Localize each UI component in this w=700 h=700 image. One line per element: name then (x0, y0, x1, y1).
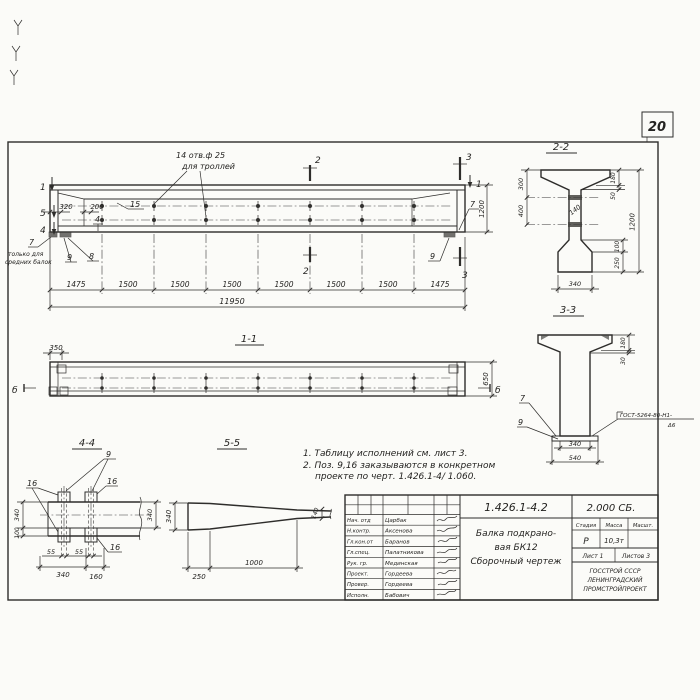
notes (303, 449, 495, 482)
dim-340-s55: 340 (165, 509, 173, 524)
dim-55-a: 55 (46, 548, 56, 556)
cut-mark-2-top: 2 (315, 156, 321, 166)
section-1-1 (12, 334, 501, 398)
dim-1200-section: 1200 (628, 213, 637, 231)
note-line-3: проекте по черт. 1.426.1-4/ 1.060. (315, 472, 477, 482)
callout-9-left: 9 (67, 253, 73, 262)
column-mass: Масса (605, 523, 623, 529)
callout-9-right: 9 (430, 252, 436, 261)
person-name: Бабович (385, 592, 410, 599)
person-role: Исполн. (347, 592, 370, 599)
callout-7-note2: средних балок (5, 259, 52, 266)
person-role: Н.контр. (347, 528, 371, 535)
doc-title-line3: Сборочный чертеж (470, 557, 562, 567)
org-line1: ГОССТРОЙ СССР (589, 568, 641, 575)
doc-code: 2.000 СБ. (586, 503, 636, 514)
sheets-total: Листов 3 (621, 553, 651, 560)
dim-140-web: 140 (567, 203, 583, 217)
stage-value: Р (583, 537, 589, 547)
dim-400: 400 (517, 204, 525, 218)
dim-100: 100 (614, 240, 621, 253)
column-scale: Масшт. (632, 523, 654, 529)
cut-mark-1-right: 1 (476, 180, 482, 190)
note-line-1: 1. Таблицу исполнений см. лист 3. (303, 449, 468, 459)
dim-650: 650 (482, 372, 490, 386)
dim-seg-5: 1500 (274, 280, 294, 289)
callout-16-b: 16 (107, 477, 118, 486)
weld-note-line2: Δ6 (668, 423, 676, 429)
dim-50: 50 (610, 192, 617, 200)
signature (437, 516, 457, 595)
person-name: Гордеева (385, 571, 413, 578)
note-line-2: 2. Поз. 9,16 заказываются в конкретном (303, 461, 496, 471)
dim-total: 11950 (219, 297, 245, 306)
holes-note-line1: 14 отв.ф 25 (176, 151, 226, 160)
cut-mark-2-bottom: 2 (303, 267, 309, 277)
mark-b-left: б (12, 386, 18, 396)
dim-200: 200 (90, 203, 104, 211)
dim-140-s55: 140 (310, 506, 321, 521)
callout-7-note1: только для (8, 251, 44, 258)
callout-7-left: 7 (29, 238, 35, 247)
person-name: Палатникова (385, 550, 424, 557)
person-name: Аксенова (385, 528, 413, 535)
cut-mark-5: 5 (40, 209, 46, 219)
elevation-view-linework (28, 157, 493, 311)
dim-seg-6: 1500 (326, 280, 346, 289)
section-5-5-title: 5-5 (223, 438, 241, 449)
dim-seg-1: 1475 (66, 280, 86, 289)
weld-note-line1: ГОСТ-5264-80-Н1- (620, 413, 673, 419)
dim-seg-3: 1500 (170, 280, 190, 289)
person-name: Баранов (385, 539, 410, 546)
dim-540-s33: 540 (568, 454, 582, 462)
callout-15: 15 (130, 200, 141, 209)
dim-250-s55: 250 (192, 573, 206, 581)
person-name: Гордеева (385, 582, 413, 589)
dim-100-s44: 100 (14, 527, 21, 539)
callout-8: 8 (89, 252, 95, 261)
person-role: Гл.кон.от (347, 539, 373, 546)
callout-4: 4 (95, 215, 101, 224)
dim-250: 250 (614, 257, 621, 269)
cut-mark-4: 4 (40, 226, 46, 236)
dim-340-left-s44: 340 (13, 508, 21, 522)
column-stage: Стадия (575, 523, 597, 529)
dim-340-right-s44: 340 (146, 508, 154, 522)
holes-note-line2: для троллей (182, 162, 235, 171)
dim-1000-s55: 1000 (245, 559, 263, 567)
section-1-1-title: 1-1 (240, 334, 258, 345)
dim-320: 320 (59, 203, 73, 211)
dim-340-s22: 340 (568, 280, 582, 288)
dim-160-s44: 160 (89, 573, 103, 581)
person-name: Царбак (385, 518, 407, 524)
dim-seg-4: 1500 (222, 280, 242, 289)
sheet-number: Лист 1 (582, 553, 604, 560)
section-4-4 (13, 438, 161, 581)
section-3-3 (517, 305, 694, 465)
person-role: Нач. отд (347, 518, 371, 524)
title-block (345, 495, 658, 600)
callout-7-s33: 7 (520, 394, 526, 403)
doc-title-line2: вая БК12 (494, 543, 538, 553)
dim-340-bottom-s44: 340 (56, 571, 70, 579)
callout-9-s44: 9 (106, 450, 112, 459)
dim-350: 350 (49, 344, 63, 352)
callout-16-c: 16 (110, 543, 121, 552)
dim-180-s33: 180 (620, 337, 627, 349)
doc-title-line1: Балка подкрано- (475, 529, 557, 539)
dim-seg-8: 1475 (430, 280, 450, 289)
mass-value: 10,3т (604, 537, 624, 545)
callout-7-right: 7 (470, 200, 476, 209)
section-3-3-title: 3-3 (559, 305, 577, 316)
dim-seg-7: 1500 (378, 280, 398, 289)
page-number: 20 (647, 120, 667, 135)
dim-300: 300 (517, 177, 525, 191)
person-role: Провер. (347, 582, 370, 589)
section-2-2-title: 2-2 (552, 142, 570, 153)
cut-mark-1-left: 1 (40, 183, 46, 193)
section-4-4-title: 4-4 (78, 438, 96, 449)
callout-16-a: 16 (27, 479, 38, 488)
person-name: Мединская (385, 560, 418, 567)
dim-55-b: 55 (74, 548, 84, 556)
cut-mark-3-bottom: 3 (462, 271, 468, 281)
org-line3: ПРОМСТРОЙПРОЕКТ (583, 586, 647, 593)
person-role: Рук. гр. (347, 560, 368, 567)
org-line2: ЛЕНИНГРАДСКИЙ (587, 577, 643, 584)
cut-mark-3-top: 3 (466, 153, 472, 163)
dim-1200-right: 1200 (478, 200, 486, 218)
callout-9-s33: 9 (518, 418, 524, 427)
section-5-5 (165, 438, 331, 581)
doc-number: 1.426.1-4.2 (484, 501, 548, 514)
section-2-2 (517, 142, 644, 293)
person-role: Проект. (347, 571, 369, 578)
dim-180: 180 (610, 172, 617, 184)
dim-30-s33: 30 (620, 357, 627, 365)
dim-seg-2: 1500 (118, 280, 138, 289)
page-number-box (642, 112, 673, 142)
mark-b-right: б (495, 386, 501, 396)
person-role: Гл.спец. (347, 550, 370, 557)
dim-340-s33: 340 (568, 440, 582, 448)
